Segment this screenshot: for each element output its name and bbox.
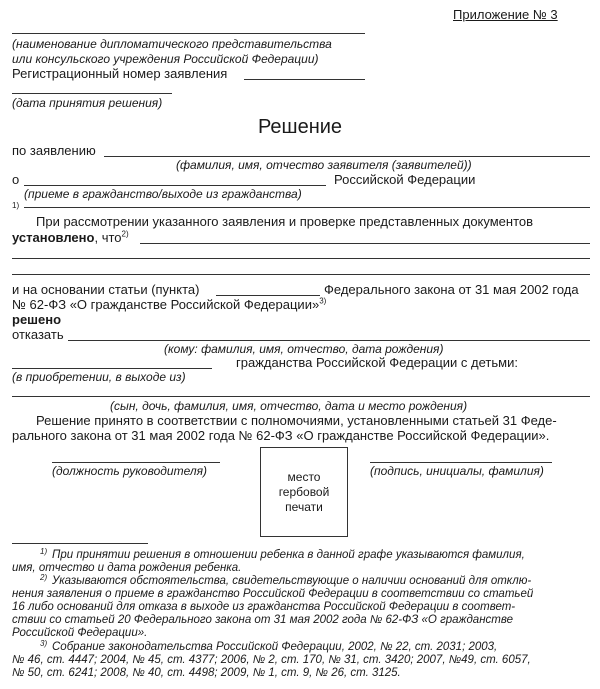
acquire-caption: (в приобретении, в выходе из) [12, 370, 186, 384]
decision-line-1: Решение принято в соответствии с полномочиями, установленными статьей 31 Феде- [36, 413, 557, 428]
fn3-line-2: № 46, ст. 4447; 2004, № 45, ст. 4377; 2006, № 2, ст. 170, № 31, ст. 3420; 2007, №49, ст. 6057, [12, 654, 531, 666]
stamp-placeholder [260, 447, 348, 537]
signature-caption: (подпись, инициалы, фамилия) [370, 464, 544, 478]
appendix-label: Приложение № 3 [453, 7, 558, 22]
footnote-divider [12, 543, 148, 544]
fn1-line-1: При принятии решения в отношении ребенка в данной графе указываются фамилия, [52, 549, 525, 561]
admission-caption: (приеме в гражданство/выходе из гражданства) [24, 187, 302, 201]
footnote-2-marker: 2) [121, 229, 129, 239]
acquire-line [12, 368, 212, 369]
review-text: При рассмотрении указанного заявления и проверке представленных документов [36, 214, 534, 229]
footnote-3-marker: 3) [319, 296, 327, 306]
fn2-line-2: нения заявления о приеме в гражданство Российской Федерации в соответствии со статьей [12, 588, 534, 600]
fn3-marker: 3) [40, 639, 48, 648]
fn2-line-1: Указываются обстоятельства, свидетельствующие о наличии оснований для отклю- [52, 575, 532, 587]
position-line [52, 462, 220, 463]
decision-date-caption: (дата принятия решения) [12, 96, 163, 110]
decision-date-line [12, 93, 172, 94]
fn2-line-5: Российской Федерации». [12, 627, 148, 639]
about-label: о [12, 172, 20, 187]
law-name-text: № 62-ФЗ «О гражданстве Российской Федерации» [12, 297, 320, 312]
mission-caption-2: или консульского учреждения Российской Федерации) [12, 52, 319, 66]
whom-line [68, 340, 590, 341]
fn1-marker: 1) [40, 547, 48, 556]
article-line [216, 295, 320, 296]
stamp-text-3: печати [285, 499, 323, 514]
reg-number-label: Регистрационный номер заявления [12, 66, 228, 81]
position-caption: (должность руководителя) [52, 464, 208, 478]
fn2-line-3: 16 либо оснований для отказа в выходе из гражданства Российской Федерации в соответ- [12, 601, 516, 613]
decision-line-2: рального закона от 31 мая 2002 года № 62-ФЗ «О гражданстве Российской Федерации». [12, 428, 550, 443]
russian-federation-text: Российской Федерации [334, 172, 476, 187]
reg-number-line [244, 79, 365, 80]
child-line [24, 207, 590, 208]
established-label: установлено [12, 230, 95, 245]
stamp-text-2: гербовой [278, 484, 330, 499]
footnote-1-marker: 1) [12, 201, 20, 210]
basis-start-text: и на основании статьи (пункта) [12, 282, 200, 297]
that-label: , что [94, 230, 122, 245]
citizenship-children-text: гражданства Российской Федерации с детьми: [236, 355, 518, 370]
basis-end-text: Федерального закона от 31 мая 2002 года [324, 282, 579, 297]
fn3-line-3: № 50, ст. 6241; 2008, № 40, ст. 4498; 2009, № 1, ст. 9, № 26, ст. 3125. [12, 667, 401, 679]
page-title: Решение [257, 116, 343, 138]
stamp-text-1: место [287, 469, 321, 484]
by-application-label: по заявлению [12, 143, 96, 158]
whom-caption: (кому: фамилия, имя, отчество, дата рождения) [164, 342, 444, 356]
fn2-line-4: ствии со статьей 20 Федерального закона от 31 мая 2002 года № 62-ФЗ «О гражданстве [12, 614, 513, 626]
fn1-line-2: имя, отчество и дата рождения ребенка. [12, 562, 242, 574]
children-caption: (сын, дочь, фамилия, имя, отчество, дата и место рождения) [110, 399, 468, 413]
children-line [12, 396, 590, 397]
decided-label: решено [12, 312, 62, 327]
fn3-line-1: Собрание законодательства Российской Федерации, 2002, № 22, ст. 2031; 2003, [52, 641, 498, 653]
applicant-caption: (фамилия, имя, отчество заявителя (заявителей)) [176, 158, 472, 172]
admission-line [24, 185, 326, 186]
findings-line-2 [12, 258, 590, 259]
fn2-marker: 2) [40, 573, 48, 582]
mission-line [12, 33, 365, 34]
signature-line [370, 462, 552, 463]
refuse-label: отказать [12, 327, 64, 342]
findings-line-3 [12, 274, 590, 275]
mission-caption-1: (наименование дипломатического представительства [12, 37, 332, 51]
applicant-line [104, 156, 590, 157]
findings-line-1 [140, 243, 590, 244]
